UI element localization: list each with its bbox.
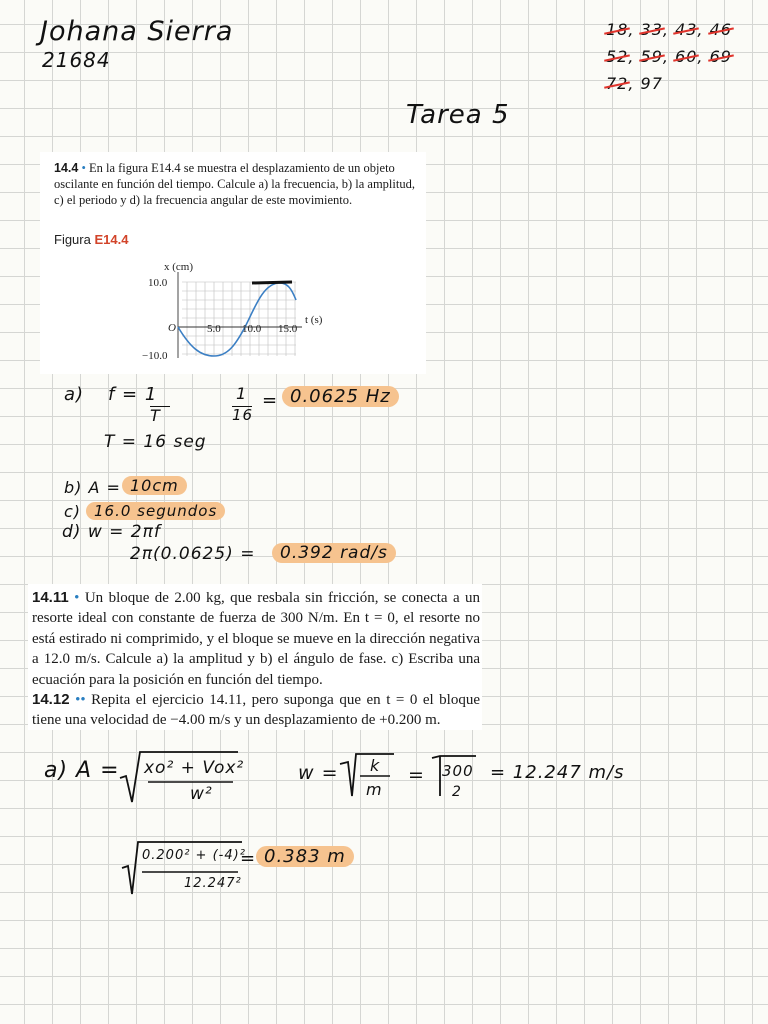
sol2-sqrt-den: w² — [190, 784, 213, 804]
assignment-line-1: 18, 33, 43, 46 — [606, 20, 732, 39]
sol1-angular-result: 0.392 rad/s — [272, 543, 396, 563]
y-axis-label: x (cm) — [164, 261, 194, 273]
assignment-item: 97 — [640, 74, 663, 93]
sol1-c-label: c) — [64, 502, 82, 521]
sol1-frac-num: 1 — [236, 384, 248, 403]
student-name: Johana Sierra — [40, 16, 234, 47]
sol1-b-label: b) A = — [64, 478, 121, 497]
sol1-period-line: T = 16 seg — [104, 432, 207, 452]
x-tick-label: 10.0 — [242, 323, 262, 335]
x-tick-label: 5.0 — [207, 323, 221, 335]
difficulty-bullet: • — [81, 161, 86, 175]
difficulty-bullet: • — [74, 590, 80, 606]
sol1-amplitude-result: 10cm — [122, 476, 187, 495]
x-axis-label: t (s) — [305, 314, 323, 326]
annotation-mark — [252, 282, 292, 283]
problem-14-4-card — [40, 152, 426, 374]
assignment-item: 18 — [606, 20, 629, 39]
figure-caption-prefix: Figura — [54, 232, 91, 247]
sol2-w2-num: 300 — [442, 762, 474, 780]
sol2-w2-den: 2 — [452, 784, 462, 800]
problem-statement: Repita el ejercicio 14.11, pero suponga que en t = 0 el bloque tiene una velocidad de −4.00 m/s y un desplazamiento de +0.200 m. — [32, 692, 481, 729]
assignment-line-2: 52, 59, 60, 69 — [606, 47, 732, 66]
sol1-frac-den: 16 — [232, 406, 254, 424]
sol1-a-label: a) — [64, 384, 85, 405]
x-tick-label: 15.0 — [278, 323, 298, 335]
figure-caption-id: E14.4 — [94, 232, 129, 247]
sol1-f-eq: f = 1 — [108, 384, 158, 405]
assignment-item: 52 — [606, 47, 629, 66]
homework-title: Tarea 5 — [406, 100, 510, 130]
assignment-item: 69 — [709, 47, 732, 66]
assignment-item: 33 — [640, 20, 663, 39]
sol2-eq: = — [408, 764, 425, 786]
student-id: 21684 — [42, 48, 111, 72]
problem-number: 14.12 — [32, 691, 70, 709]
graph-grid — [182, 282, 296, 354]
assignment-line-3: 72, 97 — [606, 74, 663, 93]
sol2-calc-den: 12.247² — [184, 876, 242, 891]
sol2-sqrt-num: xo² + Vox² — [144, 758, 245, 778]
sol1-d-calc: 2π(0.0625) = — [130, 544, 256, 564]
problem-statement: Un bloque de 2.00 kg, que resbala sin fricción, se conecta a un resorte ideal con constante de fuerza de 300 N/m. En t = 0, el resorte no está estirado ni comprimido, y el bloque se mueve en la dirección negativa a 12.0 m/s. Calcule a) la amplitud y b) el ángulo de fase. c) Escriba una ecuación para la posición en función del tiempo. — [32, 590, 481, 688]
sol2-w-result: = 12.247 m/s — [490, 762, 625, 783]
sol1-f-den: T — [150, 406, 161, 425]
assignment-list — [606, 20, 766, 93]
problem-number: 14.4 — [54, 161, 79, 175]
sol1-eq: = — [262, 390, 279, 411]
problem-14-11-card — [28, 584, 482, 730]
sol2-calc-eq: = — [240, 848, 257, 869]
y-tick-bottom: −10.0 — [142, 350, 168, 362]
sol1-d-label: d) w = 2πf — [62, 522, 161, 542]
origin-label: O — [168, 322, 176, 334]
assignment-item: 59 — [640, 47, 663, 66]
sol1-frequency-result: 0.0625 Hz — [282, 386, 399, 407]
problem-number: 14.11 — [32, 589, 69, 606]
assignment-item: 46 — [709, 20, 732, 39]
sol2-w-label: w = — [298, 762, 339, 784]
problem-statement: En la figura E14.4 se muestra el desplazamiento de un objeto oscilante en función del tiempo. Calcule a) la frecuencia, b) la amplitud, c) el periodo y d) la frecuencia angular de este movimiento. — [54, 161, 415, 207]
assignment-item: 72 — [606, 74, 629, 93]
problem-14-11-text — [32, 588, 480, 731]
difficulty-bullet: •• — [75, 692, 86, 709]
oscillation-graph — [40, 152, 426, 374]
sol2-amplitude-result: 0.383 m — [256, 846, 354, 867]
assignment-item: 43 — [675, 20, 698, 39]
y-tick-top: 10.0 — [148, 277, 168, 289]
sol2-calc-num: 0.200² + (-4)² — [142, 848, 246, 863]
assignment-item: 60 — [675, 47, 698, 66]
sol2-w-den: m — [366, 780, 383, 799]
sol2-w-num: k — [370, 756, 381, 775]
sol2-a-label: a) A = — [44, 758, 120, 783]
sqrt-sign — [118, 748, 248, 808]
sol1-period-result: 16.0 segundos — [86, 502, 225, 520]
